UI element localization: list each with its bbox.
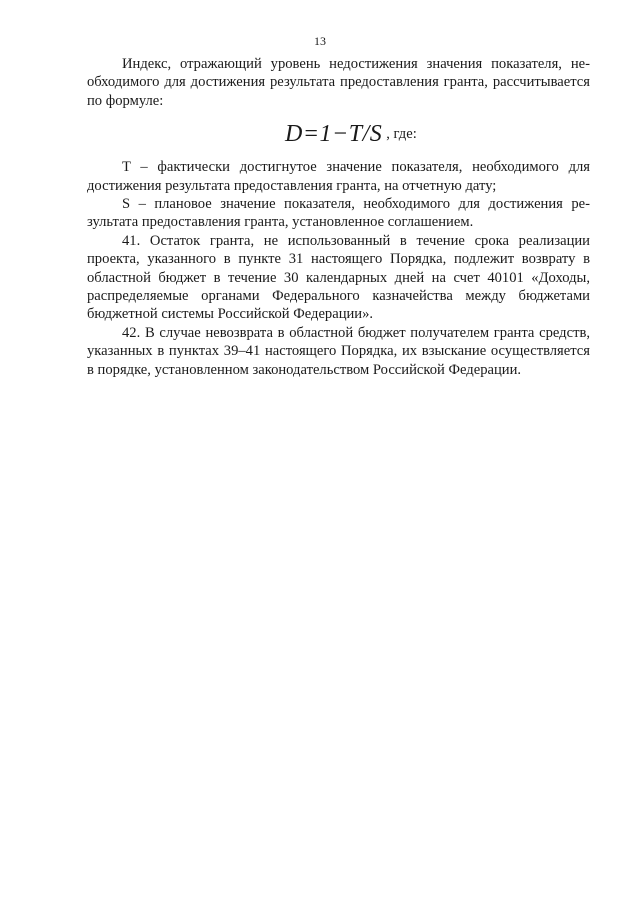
paragraph-41: 41. Остаток гранта, не использованный в течение срока реализации проекта, указанного в пункте 31 настоящего Порядка, подлежит возврату в областной бюджет в течение 30 календарных дней на счет 40101 «Доходы, распределяемые органами Федерального казначейства между бюджетами бюджетной системы Российской Федерации». [87, 232, 590, 323]
paragraph-t-definition: T – фактически достигнутое значение показателя, необходимого для достижения результата предоставления гранта, на отчетную дату; [87, 159, 590, 194]
paragraph-s-definition: S – плановое значение показателя, необходимого для достижения результата предоставления гранта, установленное соглашением. [87, 196, 590, 231]
paragraph-42: 42. В случае невозврата в областной бюджет получателем гранта средств, указанных в пунктах 39–41 настоящего Порядка, их взыскание осуществляется в порядке, установленном законодательством Российской Федерации. [87, 324, 590, 378]
formula-block [87, 110, 590, 158]
formula: D=1−T/S [285, 121, 383, 148]
document-body [87, 55, 590, 379]
paragraph-index-definition: Индекс, отражающий уровень недостижения значения показателя, необходимого для достижения результата предоставления гранта, рассчитывается по формуле: [87, 56, 590, 109]
page-number: 13 [314, 34, 326, 48]
formula-suffix: , где: [386, 126, 417, 143]
